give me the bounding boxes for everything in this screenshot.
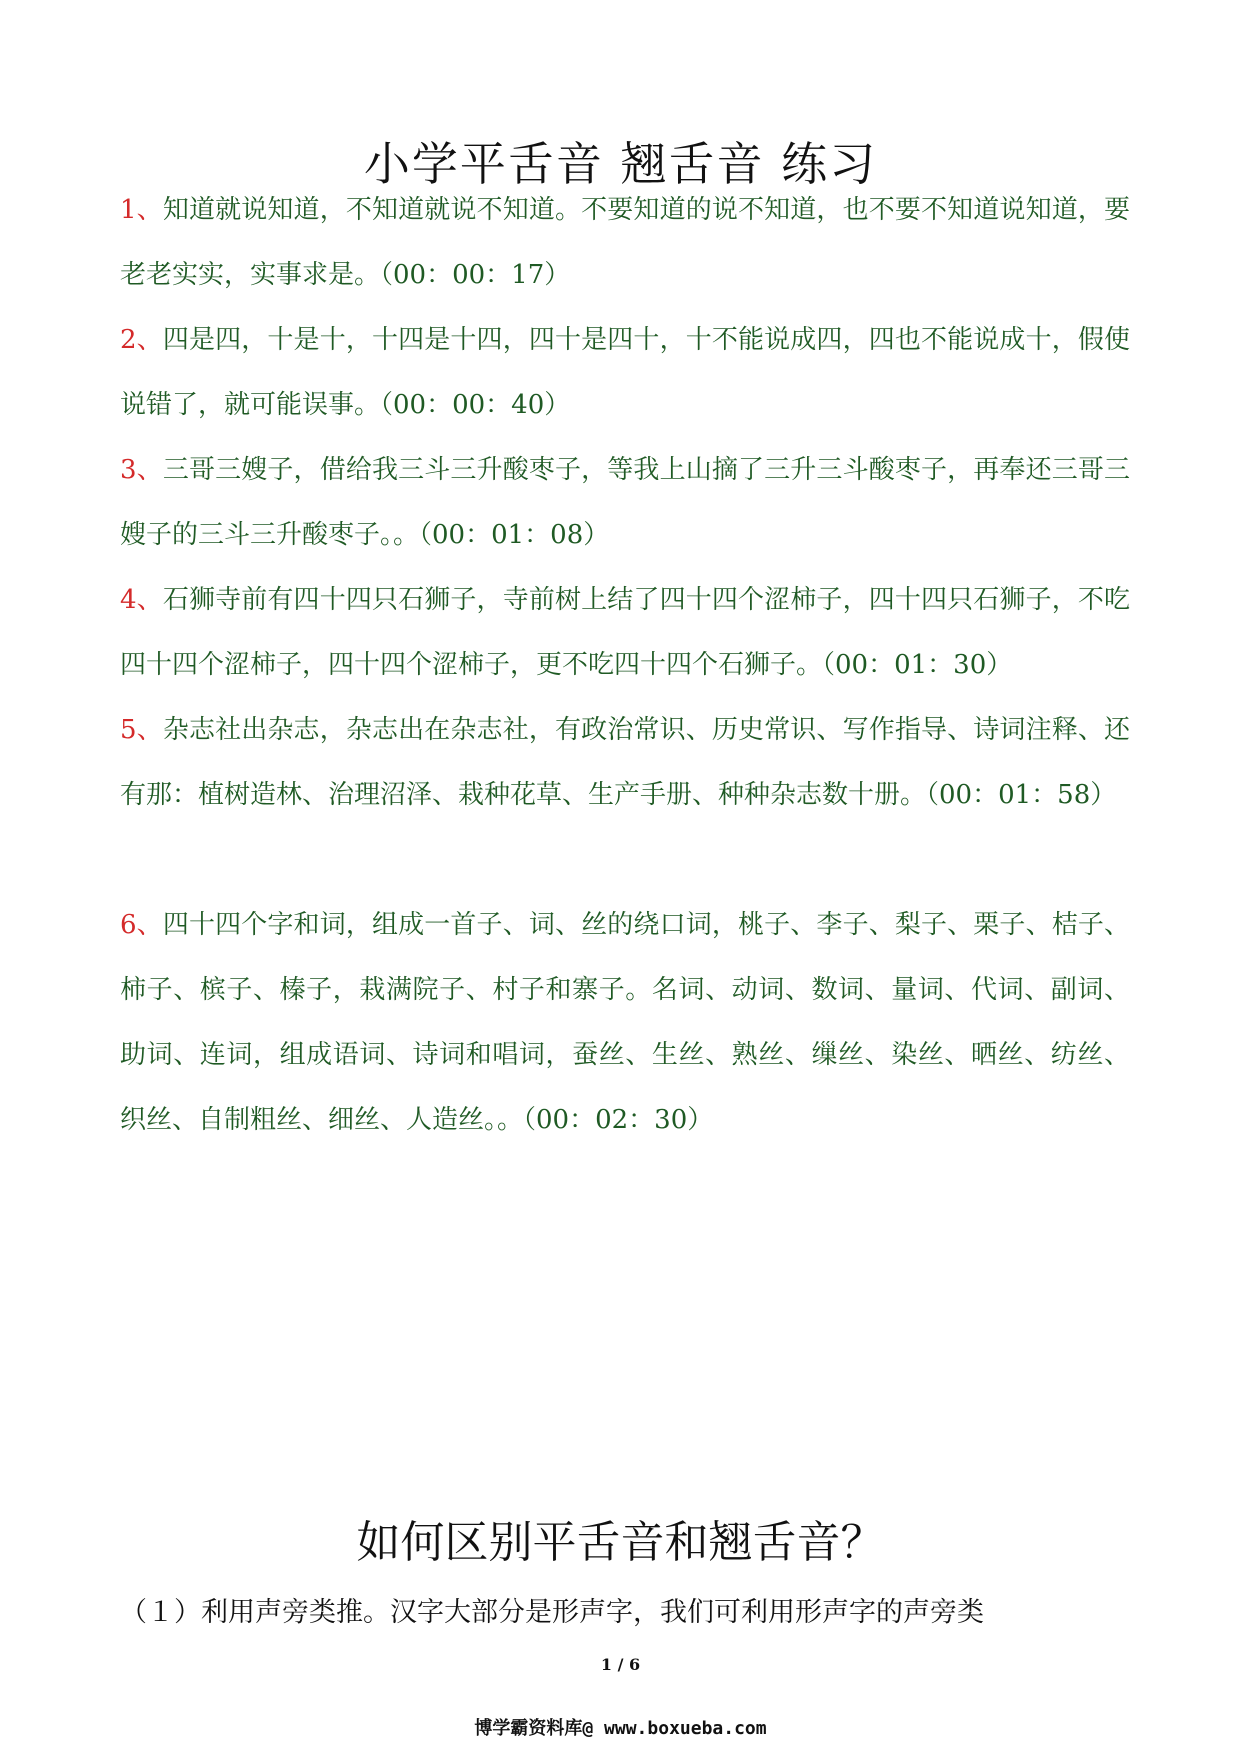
exercise-item-5 (120, 698, 1130, 828)
footer-watermark: 博学霸资料库@ www.boxueba.com (474, 1718, 767, 1739)
item-number: 2、 (120, 325, 163, 355)
item-text: 四是四，十是十，十四是十四，四十是四十，十不能说成四，四也不能说成十，假使说错了，就可能误事。（00：00：40） (120, 325, 1130, 420)
item-number: 1、 (120, 195, 163, 225)
item-text: 四十四个字和词，组成一首子、词、丝的绕口词，桃子、李子、梨子、栗子、桔子、柿子、槟子、榛子，栽满院子、村子和寨子。名词、动词、数词、量词、代词、副词、助词、连词，组成语词、诗词和唱词，蚕丝、生丝、熟丝、缫丝、染丝、晒丝、纺丝、织丝、自制粗丝、细丝、人造丝。。（00：02：30） (120, 910, 1130, 1135)
page-number: 1 / 6 (600, 1655, 641, 1674)
item-text: 杂志社出杂志，杂志出在杂志社，有政治常识、历史常识、写作指导、诗词注释、还有那：植树造林、治理沼泽、栽种花草、生产手册、种种杂志数十册。（00：01：58） (120, 715, 1130, 810)
item-number: 6、 (120, 910, 163, 940)
exercise-item-3 (120, 438, 1130, 568)
section-paragraph: （１）利用声旁类推。汉字大部分是形声字，我们可利用形声字的声旁类 (120, 1597, 984, 1628)
item-number: 5、 (120, 715, 163, 745)
item-text: 三哥三嫂子，借给我三斗三升酸枣子，等我上山摘了三升三斗酸枣子，再奉还三哥三嫂子的三斗三升酸枣子。。（00：01：08） (120, 455, 1130, 550)
exercise-item-6 (120, 893, 1130, 1153)
item-number: 4、 (120, 585, 163, 615)
exercise-item-2 (120, 308, 1130, 438)
exercise-item-4 (120, 568, 1130, 698)
item-text: 石狮寺前有四十四只石狮子，寺前树上结了四十四个涩柿子，四十四只石狮子，不吃四十四个涩柿子，四十四个涩柿子，更不吃四十四个石狮子。（00：01：30） (120, 585, 1130, 680)
exercise-item-1 (120, 178, 1130, 308)
item-text: 知道就说知道，不知道就说不知道。不要知道的说不知道，也不要不知道说知道，要老老实实，实事求是。（00：00：17） (120, 195, 1130, 290)
section-heading: 如何区别平舌音和翘舌音？ (356, 1517, 885, 1568)
page-title: 小学平舌音 翘舌音 练习 (363, 137, 878, 191)
item-number: 3、 (120, 455, 163, 485)
